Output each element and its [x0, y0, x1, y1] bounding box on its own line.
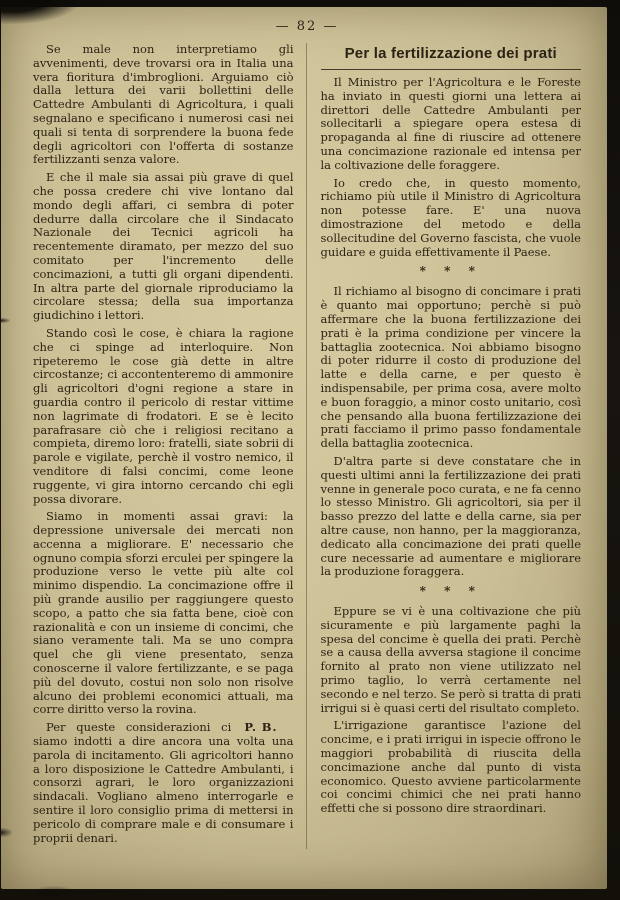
paragraph: Il Ministro per l'Agricoltura e le Foreste ha inviato in questi giorni una lettera ai direttori delle Cattedre Ambulanti per sollecitarli a spiegare opera estesa di propaganda al fine di riuscire ad ottenere una concimazione razionale ed intensa per la coltivazione delle foraggere. [320, 75, 581, 172]
paragraph: Il richiamo al bisogno di concimare i prati è quanto mai opportuno; perchè si può affermare che la buona fertilizzazione dei prati è la prima condizione per vincere la battaglia zootecnica. Noi abbiamo bisogno di poter ridurre il costo di produzione del latte e della carne, e per questo è indispensabile, per prima cosa, avere molto e buon foraggio, a minor costo unitario, così che pensando alla buona fertilizzazione dei prati facciamo il primo passo fondamentale della battaglia zootecnica. [320, 284, 581, 451]
scan-artifact-speck [0, 828, 12, 837]
paragraph-with-signature [33, 721, 294, 845]
paragraph: Siamo in momenti assai gravi: la depressione universale dei mercati non accenna a migliorare. E' necessario che ognuno compia sforzi erculei per spingere la produzione verso le vette più alte col minimo dispendio. La concimazione offre il più grande ausilio per raggiungere questo scopo, a patto che sia fatta bene, cioè con razionalità e con un insieme di concimi, che siano veramente tali. Ma se uno compra quel che gli viene presentato, senza conoscerne il valore fertilizzante, e se paga più del dovuto, costui non solo non risolve alcuno dei problemi economici attuali, ma corre diritto verso la rovina. [33, 509, 294, 717]
paragraph: L'irrigazione garantisce l'azione del concime, e i prati irrigui in ispecie offrono le maggiori probabilità di riuscita della concimazione anche dal punto di vista economico. Questo avviene particolarmente coi concimi chimici che nei prati hanno effetti che si possono dire straordinari. [320, 718, 581, 816]
scan-artifact-speck [0, 318, 10, 323]
page-number: — 82 — [275, 19, 339, 34]
paper [1, 7, 607, 889]
paragraph: Se male non interpretiamo gli avvenimenti, deve trovarsi ora in Italia una vera fioritura d'imbroglioni. Arguiamo ciò dalla lettura dei varii bollettini delle Cattedre Ambulanti di Agricoltura, i quali segnalano e specificano i numerosi casi nei quali si tenta di sorprendere la buona fede degli agricoltori con l'offerta di sostanze fertilizzanti senza valore. [33, 42, 294, 167]
two-column-layout [33, 43, 581, 849]
section-separator: * * * [419, 584, 482, 599]
author-initials: P. B. [244, 720, 278, 735]
paragraph: E che il male sia assai più grave di quel che possa credere chi vive lontano dal mondo degli affari, ci sembra di poter dedurre dalla circolare che il Sindacato Nazionale dei Tecnici agricoli ha recentemente diramato, per mezzo del suo comitato per l'incremento delle concimazioni, a tutti gli organi dipendenti. In altra parte del giornale riproduciamo la circolare stessa; della sua importanza giudichino i lettori. [33, 170, 294, 323]
section-separator: * * * [419, 264, 482, 279]
right-column [306, 43, 582, 849]
article-title: Per la fertilizzazione dei prati [321, 43, 582, 70]
paragraph-text: Per queste considerazioni ci siamo indotti a dire ancora una volta una parola di incitamento. Gli agricoltori hanno a loro disposizione le Cattedre Ambulanti, i consorzi agrari, le loro organizzazioni sindacali. Vogliano almeno interrogarle e sentire il loro consiglio prima di mettersi in pericolo di comprare male e di consumare i proprii denari. [33, 720, 294, 845]
scan-artifact-speck [30, 886, 78, 896]
paragraph: D'altra parte si deve constatare che in questi ultimi anni la fertilizzazione dei prati venne in generale poco curata, e ne fa cenno lo stesso Ministro. Gli agricoltori, sia per il basso prezzo del latte e della carne, sia per altre cause, non hanno, per la maggioranza, dedicato alla concimazione dei prati quelle cure necessarie ad aumentare e migliorare la produzione foraggera. [320, 453, 581, 579]
paragraph: Stando così le cose, è chiara la ragione che ci spinge ad interloquire. Non ripeteremo le cose già dette in altre circostanze; ci accontenteremo di ammonire gli agricoltori d'ogni regione a stare in guardia contro il pericolo di restar vittime non lagrimate di frodatori. E se è lecito parafrasare ciò che i religiosi recitano a compieta, diremo loro: fratelli, siate sobrii di parole e vigilate, perchè il vostro nemico, il venditore di falsi concimi, come leone ruggente, vi gira intorno cercando chi egli possa divorare. [33, 325, 294, 506]
paragraph: Io credo che, in questo momento, richiamo più utile il Ministro di Agricoltura non potesse fare. E' una nuova dimostrazione del metodo e della sollecitudine del Governo fascista, che vuole guidare e guida effettivamente il Paese. [320, 175, 581, 259]
paragraph: Eppure se vi è una coltivazione che più sicuramente e più largamente paghi la spesa del concime è quella dei prati. Perchè se a causa della avversa stagione il concime fornito al prato non viene utilizzato nel primo taglio, lo verrà certamente nel secondo e nel terzo. Se però si tratta di prati irrigui si è quasi certi del risultato completo. [320, 604, 581, 715]
left-column [33, 43, 306, 849]
